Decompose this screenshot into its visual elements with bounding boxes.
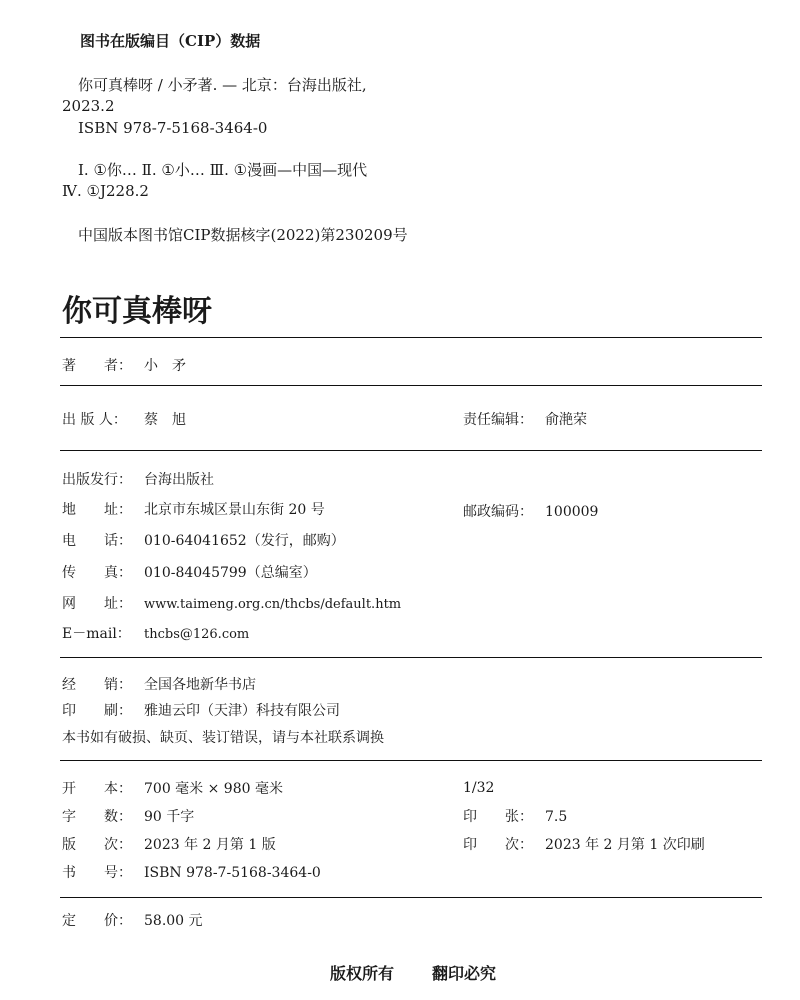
address-row	[62, 499, 325, 519]
author-label: 著 者：	[62, 358, 132, 374]
isbn-row	[62, 862, 321, 882]
author-value: 小 矛	[144, 358, 186, 374]
cip-line-title: 你可真棒呀 / 小矛著. — 北京：台海出版社,	[78, 76, 367, 94]
author-row	[62, 355, 186, 375]
sheets-label: 印 张：	[463, 809, 533, 825]
publisher-row	[62, 409, 186, 429]
email-row	[62, 623, 249, 643]
piracy-notice: 翻印必究	[432, 964, 497, 983]
printer-label: 印 刷：	[62, 703, 132, 719]
email-label: E－mail：	[62, 626, 131, 642]
dealer-row	[62, 674, 256, 694]
divider	[60, 337, 762, 338]
dealer-value: 全国各地新华书店	[144, 677, 256, 693]
sheets-value: 7.5	[545, 809, 568, 825]
printing-value: 2023 年 2 月第 1 次印刷	[545, 837, 705, 853]
edition-value: 2023 年 2 月第 1 版	[144, 837, 276, 853]
cip-line-record-number: 中国版本图书馆CIP数据核字(2022)第230209号	[78, 226, 408, 244]
distributor-label: 出版发行：	[62, 472, 132, 488]
fax-label: 传 真：	[62, 565, 132, 581]
fax-value: 010-84045799（总编室）	[144, 565, 317, 581]
divider	[60, 657, 762, 658]
printing-row	[463, 834, 705, 854]
printing-label: 印 次：	[463, 837, 533, 853]
phone-row	[62, 530, 345, 550]
format-row	[62, 778, 283, 798]
edition-label: 版 次：	[62, 837, 132, 853]
cip-heading: 图书在版编目（CIP）数据	[80, 32, 261, 50]
divider	[60, 450, 762, 451]
phone-label: 电 话：	[62, 533, 132, 549]
price-label: 定 价：	[62, 913, 132, 929]
price-value: 58.00 元	[144, 913, 203, 929]
words-row	[62, 806, 194, 826]
dealer-label: 经 销：	[62, 677, 132, 693]
divider	[60, 385, 762, 386]
postcode-value: 100009	[545, 504, 599, 520]
fax-row	[62, 562, 317, 582]
address-label: 地 址：	[62, 502, 132, 518]
printer-row	[62, 700, 340, 720]
format-label: 开 本：	[62, 781, 132, 797]
publisher-value: 蔡 旭	[144, 412, 186, 428]
phone-value: 010-64041652（发行，邮购）	[144, 533, 345, 549]
divider	[60, 897, 762, 898]
email-value: thcbs@126.com	[144, 627, 250, 642]
cip-line-date: 2023.2	[62, 97, 115, 115]
words-value: 90 千字	[144, 809, 195, 825]
postcode-row	[463, 501, 598, 521]
website-value: www.taimeng.org.cn/thcbs/default.htm	[144, 597, 402, 612]
book-title: 你可真棒呀	[62, 294, 212, 329]
fold-value: 1/32	[463, 780, 495, 796]
distributor-row	[62, 469, 214, 489]
quality-notice: 本书如有破损、缺页、装订错误，请与本社联系调换	[62, 730, 384, 746]
cip-line-isbn: ISBN 978-7-5168-3464-0	[78, 119, 268, 137]
isbn-value: ISBN 978-7-5168-3464-0	[144, 865, 321, 881]
editor-value: 俞滟荣	[545, 412, 587, 428]
edition-row	[62, 834, 276, 854]
publisher-label: 出 版 人：	[62, 412, 127, 428]
divider	[60, 760, 762, 761]
cip-line-classification: Ⅰ. ①你… Ⅱ. ①小… Ⅲ. ①漫画—中国—现代	[78, 161, 368, 179]
editor-row	[463, 409, 587, 429]
postcode-label: 邮政编码：	[463, 504, 533, 520]
printer-value: 雅迪云印（天津）科技有限公司	[144, 703, 340, 719]
cip-line-classification-2: Ⅳ. ①J228.2	[62, 182, 149, 200]
website-label: 网 址：	[62, 596, 132, 612]
distributor-value: 台海出版社	[144, 472, 214, 488]
isbn-label: 书 号：	[62, 865, 132, 881]
website-row	[62, 593, 401, 613]
price-row	[62, 910, 203, 930]
address-value: 北京市东城区景山东街 20 号	[144, 502, 325, 518]
sheets-row	[463, 806, 567, 826]
editor-label: 责任编辑：	[463, 412, 533, 428]
words-label: 字 数：	[62, 809, 132, 825]
copyright-notice: 版权所有	[330, 964, 395, 983]
format-value: 700 毫米 × 980 毫米	[144, 781, 283, 797]
